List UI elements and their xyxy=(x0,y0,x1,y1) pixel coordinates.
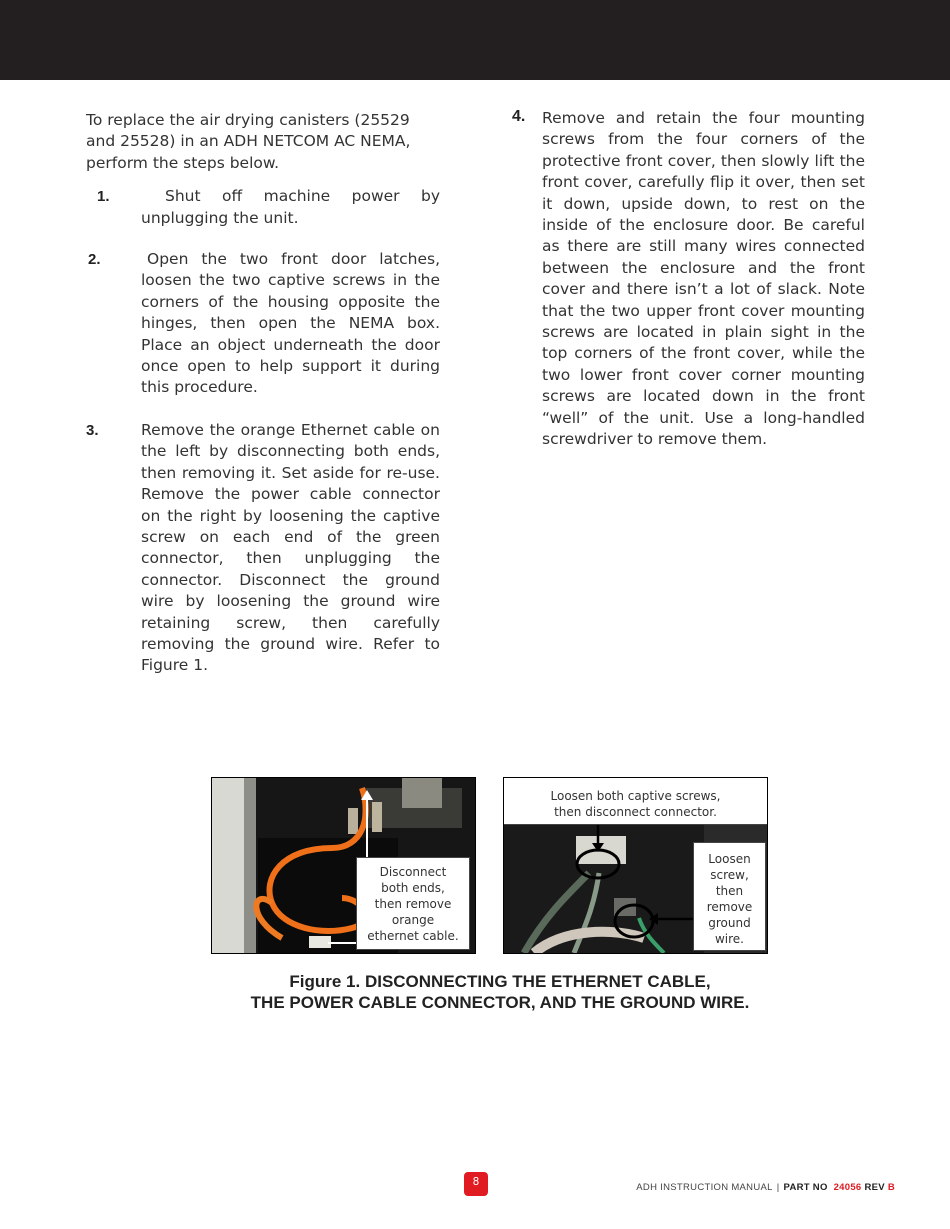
callout-line: ground xyxy=(708,916,751,930)
callout-line: ethernet cable. xyxy=(367,929,459,943)
callout-line: orange xyxy=(391,913,435,927)
callout-line: then remove xyxy=(374,897,452,911)
step-number: 3. xyxy=(86,421,99,439)
step-3 xyxy=(86,420,440,677)
callout-line: remove xyxy=(706,900,753,914)
callout-line: then disconnect connector. xyxy=(554,805,717,819)
intro-paragraph: To replace the air drying canisters (25529 and 25528) in an ADH NETCOM AC NEMA, perform the steps below. xyxy=(86,111,411,172)
callout-line: wire. xyxy=(714,932,744,946)
step-text: Open the two front door latches, loosen the two captive screws in the corners of the housing opposite the hinges, then open the NEMA box. Place an object underneath the door once open to help support it during this procedure. xyxy=(141,250,440,397)
ground-wire-callout xyxy=(693,842,766,951)
rev-label: REV xyxy=(864,1182,885,1193)
footer xyxy=(636,1182,895,1193)
right-column xyxy=(512,108,865,451)
header-band xyxy=(0,0,950,80)
step-4 xyxy=(512,108,865,451)
callout-line: both ends, xyxy=(381,881,445,895)
step-number: 2. xyxy=(88,251,101,269)
figure-caption-line-2: THE POWER CABLE CONNECTOR, AND THE GROUND WIRE. xyxy=(250,993,750,1012)
callout-line: screw, xyxy=(710,868,749,882)
left-column xyxy=(86,110,440,677)
part-label: PART NO xyxy=(783,1182,828,1193)
ethernet-cable-photo xyxy=(211,777,476,954)
callout-line: Disconnect xyxy=(379,865,447,879)
step-text: Remove the orange Ethernet cable on the left by disconnecting both ends, then removing it. Set aside for re-use. Remove the power cable connector on the right by loosening the captive screw on each end of the green connector, then unplugging the connector. Disconnect the ground wire by loosening the ground wire retaining screw, then carefully removing the ground wire. Refer to Figure 1. xyxy=(141,420,440,675)
connector-ground-photo xyxy=(503,777,768,954)
callout-line: then xyxy=(715,884,744,898)
manual-title: ADH INSTRUCTION MANUAL xyxy=(636,1182,773,1193)
rev-value: B xyxy=(887,1182,895,1193)
step-2 xyxy=(86,249,440,399)
step-text: Remove and retain the four mounting screws from the four corners of the protective front cover, then slowly lift the front cover, carefully flip it over, then set it down, upside down, to rest on the inside of the enclosure door. Be careful as there are still many wires connected between the enclosure and the front cover and there isn’t a lot of slack. Note that the two upper front cover mounting screws are located in plain sight in the top corners of the front cover, while the two lower front cover corner mounting screws are located down in the front “well” of the unit. Use a long-handled screwdriver to remove them. xyxy=(542,109,865,449)
footer-separator: | xyxy=(776,1182,780,1193)
page-number-badge: 8 xyxy=(464,1172,488,1196)
part-number: 24056 xyxy=(833,1182,862,1193)
step-number: 1. xyxy=(97,188,110,206)
ethernet-callout xyxy=(356,857,470,950)
figure-caption-line-1: Figure 1. DISCONNECTING THE ETHERNET CABLE, xyxy=(289,972,711,991)
callout-line: Loosen both captive screws, xyxy=(550,789,721,803)
step-number: 4. xyxy=(512,108,526,125)
step-text: Shut off machine power by unplugging the unit. xyxy=(141,187,440,227)
callout-line: Loosen xyxy=(708,852,751,866)
connector-callout xyxy=(504,778,767,825)
step-1 xyxy=(86,186,440,229)
